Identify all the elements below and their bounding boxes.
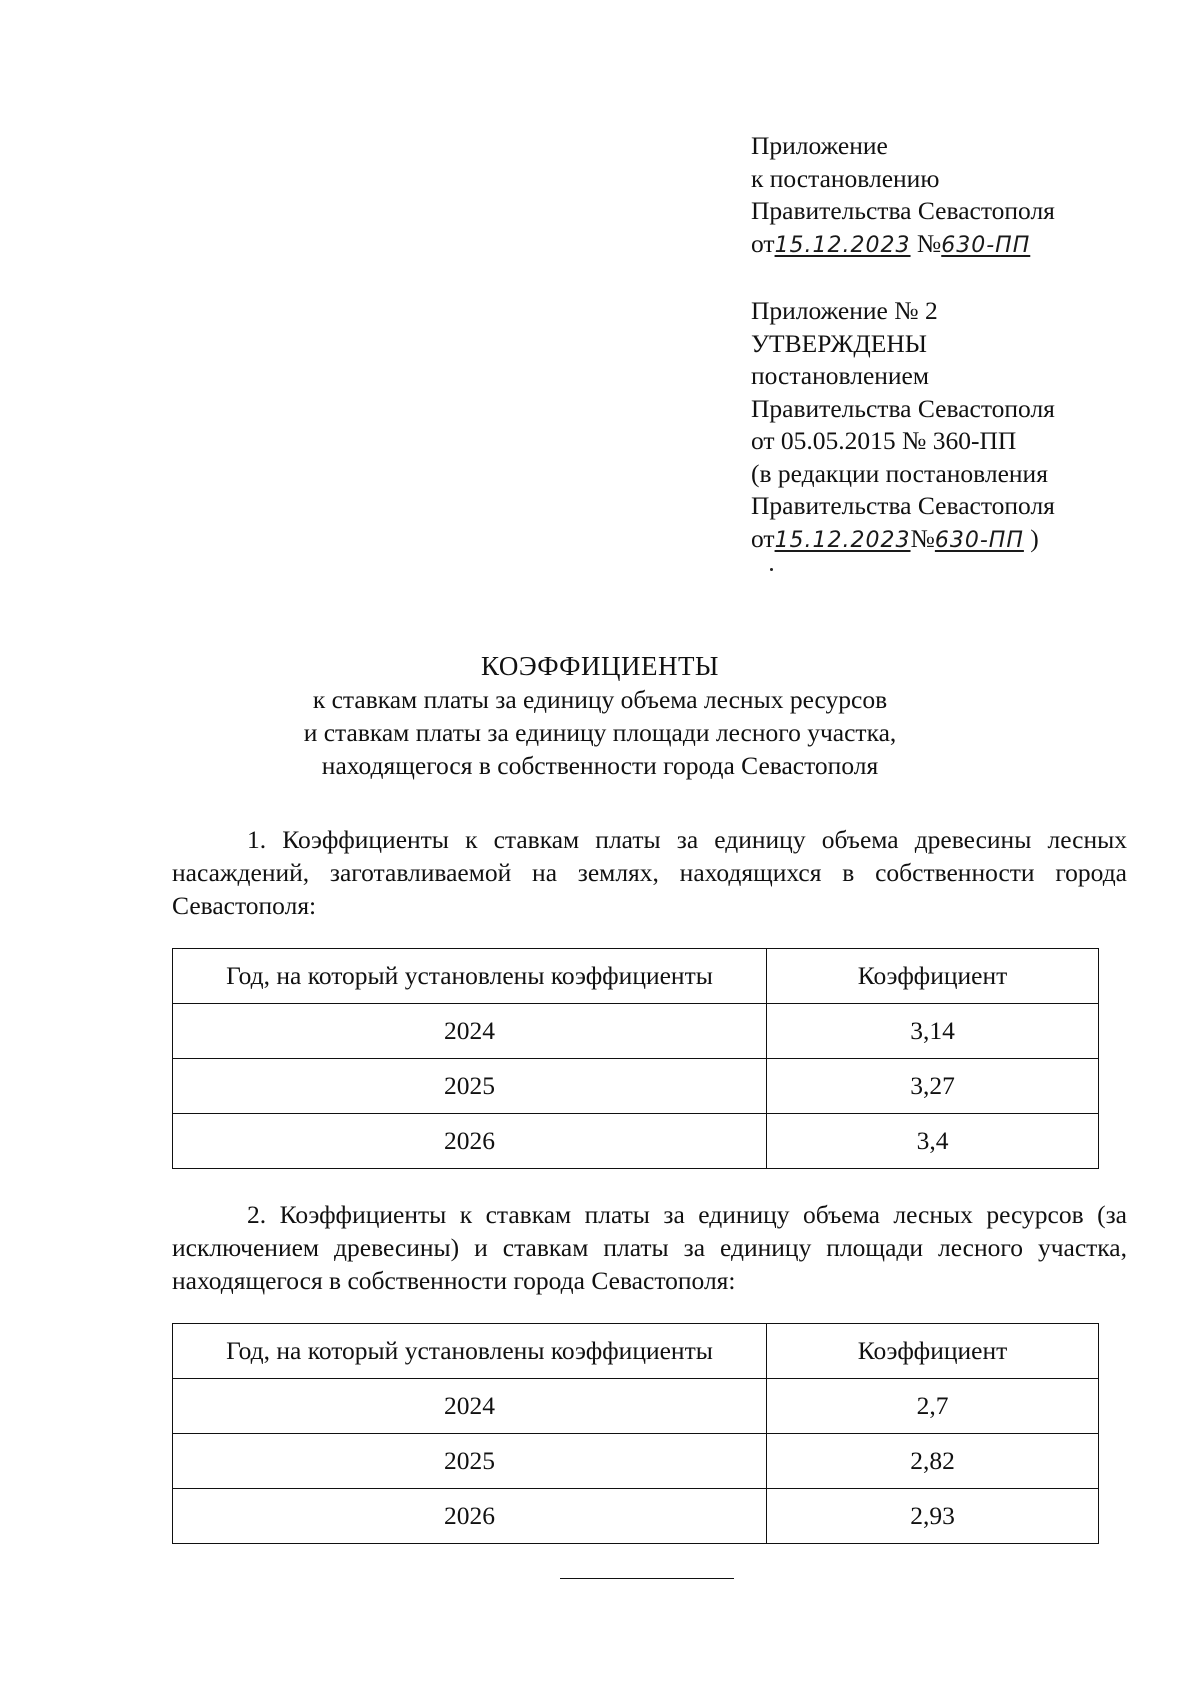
cell-coefficient: 3,14	[767, 1004, 1099, 1059]
title-main: КОЭФФИЦИЕНТЫ	[481, 651, 719, 681]
approval-line: Правительства Севастополя	[751, 393, 1055, 423]
table-row	[173, 1379, 1099, 1434]
date-prefix: от	[751, 228, 775, 258]
header-year: Год, на который установлены коэффициенты	[173, 1324, 767, 1379]
cell-year: 2026	[173, 1114, 767, 1169]
date-prefix: от	[751, 523, 775, 553]
handwritten-number: 630-ПП	[941, 232, 1031, 258]
header-year: Год, на который установлены коэффициенты	[173, 949, 767, 1004]
handwritten-number: 630-ПП	[934, 527, 1024, 553]
header-coefficient: Коэффициент	[767, 949, 1099, 1004]
number-prefix: №	[910, 523, 935, 553]
scan-dot	[770, 568, 773, 571]
approval-line: Приложение № 2	[751, 296, 938, 325]
table-header-row	[173, 949, 1099, 1004]
approval-date-line	[751, 523, 1055, 558]
cell-year: 2024	[173, 1379, 767, 1434]
end-divider	[560, 1578, 734, 1579]
approval-line: (в редакции постановления	[751, 458, 1048, 488]
section-2-text	[172, 1198, 1127, 1297]
table-row	[173, 1004, 1099, 1059]
cell-year: 2025	[173, 1059, 767, 1114]
table-row	[173, 1434, 1099, 1489]
title-line: находящегося в собственности города Севастополя	[321, 751, 879, 780]
handwritten-date: 15.12.2023	[774, 527, 911, 553]
section-1-text	[172, 823, 1127, 922]
handwritten-date: 15.12.2023	[774, 232, 911, 258]
approval-line: от 05.05.2015 № 360-ПП	[751, 426, 1017, 455]
cell-year: 2025	[173, 1434, 767, 1489]
cell-coefficient: 3,4	[767, 1114, 1099, 1169]
appendix-line: к постановлению	[751, 163, 940, 193]
appendix-line: Правительства Севастополя	[751, 196, 1055, 225]
cell-coefficient: 2,7	[767, 1379, 1099, 1434]
table-row	[173, 1489, 1099, 1544]
appendix-header	[751, 130, 1055, 262]
approval-line: УТВЕРЖДЕНЫ	[751, 328, 927, 358]
closing-paren: )	[1030, 523, 1039, 553]
cell-year: 2026	[173, 1489, 767, 1544]
section-2-body: 2. Коэффициенты к ставкам платы за единицу объема лесных ресурсов (за исключением древесины) и ставкам платы за единицу площади лесного участка, находящегося в собственности города Севастополя:	[172, 1200, 1127, 1295]
number-prefix: №	[916, 228, 942, 258]
approval-line: Правительства Севастополя	[751, 491, 1055, 520]
cell-coefficient: 2,93	[767, 1489, 1099, 1544]
document-title	[0, 650, 1200, 782]
table-row	[173, 1059, 1099, 1114]
coefficients-table-1	[172, 948, 1099, 1169]
title-line: к ставкам платы за единицу объема лесных ресурсов	[312, 685, 888, 714]
approval-line: постановлением	[751, 361, 930, 390]
table-header-row	[173, 1324, 1099, 1379]
header-coefficient: Коэффициент	[767, 1324, 1099, 1379]
title-line: и ставкам платы за единицу площади лесного участка,	[303, 718, 897, 747]
cell-year: 2024	[173, 1004, 767, 1059]
section-1-body: 1. Коэффициенты к ставкам платы за единицу объема древесины лесных насаждений, заготавливаемой на землях, находящихся в собственности города Севастополя:	[172, 825, 1127, 920]
cell-coefficient: 2,82	[767, 1434, 1099, 1489]
appendix-line: Приложение	[751, 131, 888, 160]
approval-header	[751, 295, 1055, 557]
coefficients-table-2	[172, 1323, 1099, 1544]
appendix-date-line	[751, 228, 1055, 263]
cell-coefficient: 3,27	[767, 1059, 1099, 1114]
table-row	[173, 1114, 1099, 1169]
